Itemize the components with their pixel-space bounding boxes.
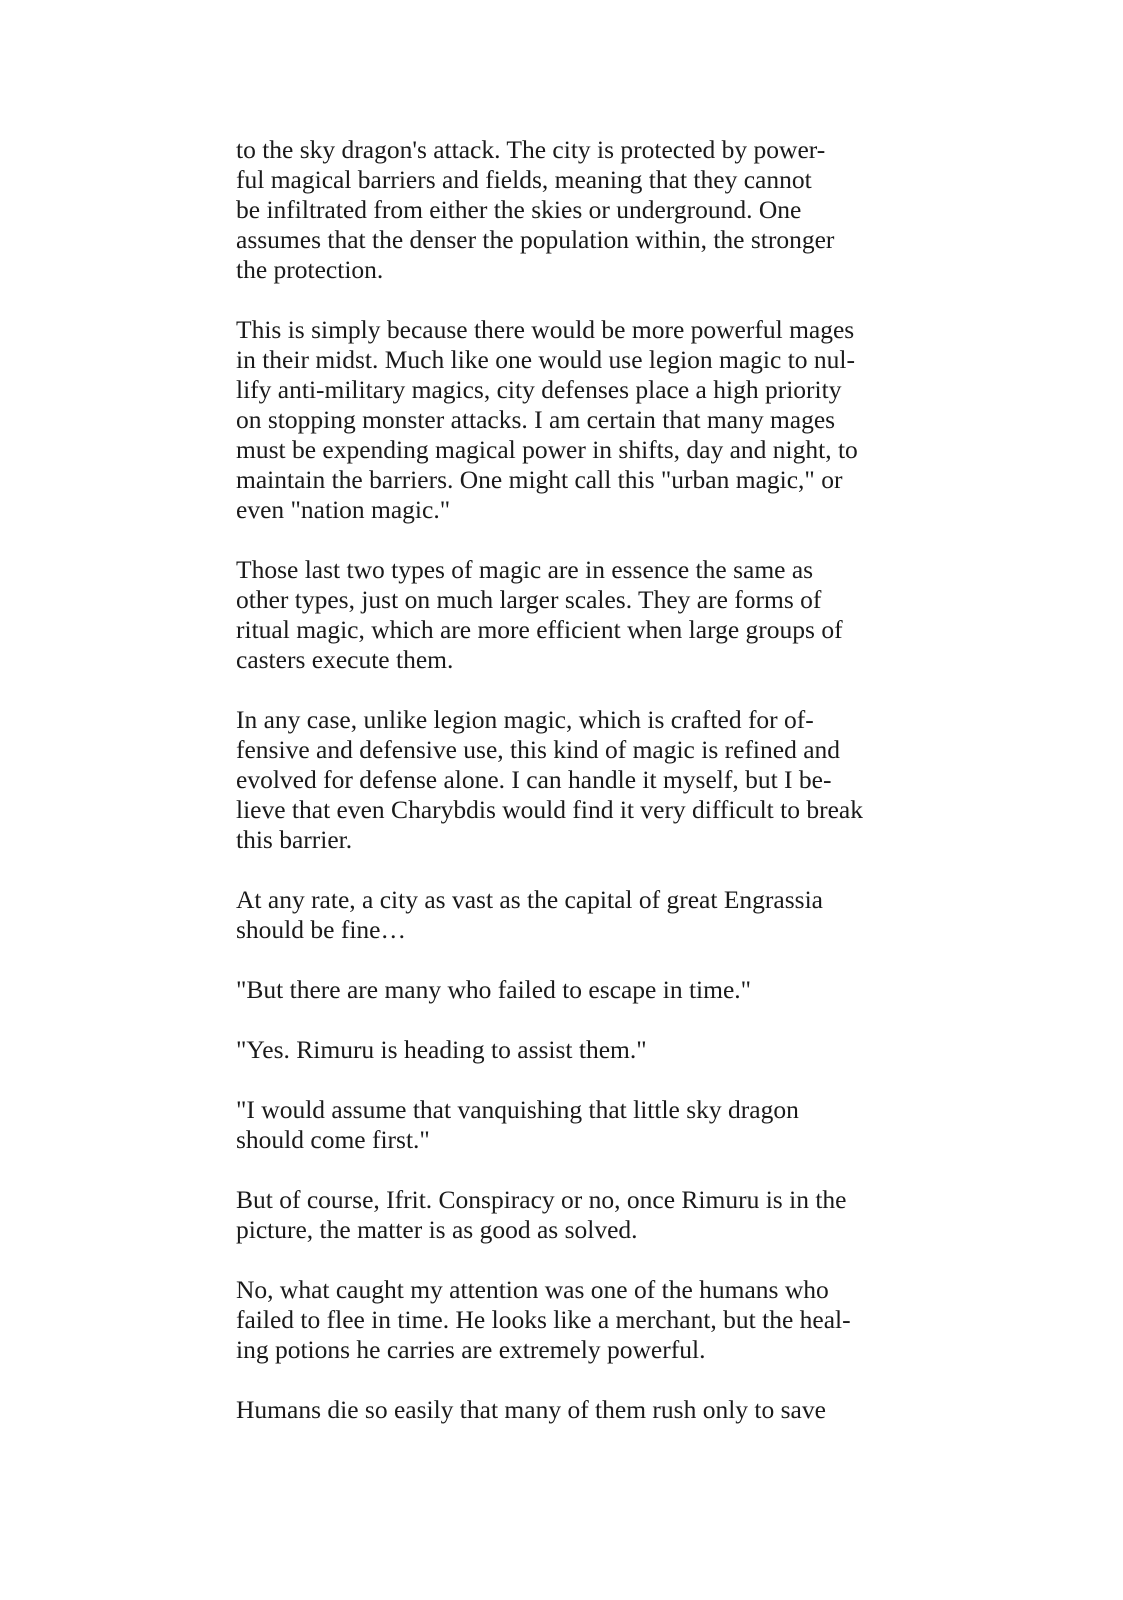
text-line: should come first." [236,1125,430,1154]
paragraph [236,1395,906,1425]
text-line: ing potions he carries are extremely powerful. [236,1335,706,1364]
text-line: on stopping monster attacks. I am certain that many mages [236,405,836,434]
text-line: fensive and defensive use, this kind of magic is refined and [236,735,841,764]
paragraph [236,315,906,525]
body-text [236,135,906,1455]
text-line: At any rate, a city as vast as the capital of great Engrassia [236,885,823,914]
paragraph [236,885,906,945]
text-line: lify anti-military magics, city defenses place a high priority [236,375,842,404]
paragraph [236,975,906,1005]
paragraph [236,1035,906,1065]
text-line: maintain the barriers. One might call this "urban magic," or [236,465,843,494]
text-line: should be fine… [236,915,406,944]
text-line: Humans die so easily that many of them rush only to save [236,1395,826,1424]
paragraph [236,705,906,855]
text-line: ritual magic, which are more efficient when large groups of [236,615,843,644]
text-line: be infiltrated from either the skies or underground. One [236,195,802,224]
text-line: casters execute them. [236,645,454,674]
paragraph [236,1275,906,1365]
text-line: assumes that the denser the population within, the stronger [236,225,835,254]
text-line: Those last two types of magic are in essence the same as [236,555,814,584]
text-line: In any case, unlike legion magic, which is crafted for of- [236,705,814,734]
text-line: this barrier. [236,825,353,854]
text-line: "But there are many who failed to escape in time." [236,975,752,1004]
paragraph [236,1095,906,1155]
paragraph [236,1185,906,1245]
paragraph [236,555,906,675]
text-line: must be expending magical power in shifts, day and night, to [236,435,858,464]
text-line: picture, the matter is as good as solved. [236,1215,638,1244]
text-line: evolved for defense alone. I can handle it myself, but I be- [236,765,832,794]
text-line: But of course, Ifrit. Conspiracy or no, once Rimuru is in the [236,1185,847,1214]
text-line: lieve that even Charybdis would find it very difficult to break [236,795,863,824]
text-line: failed to flee in time. He looks like a merchant, but the heal- [236,1305,851,1334]
text-line: ful magical barriers and fields, meaning that they cannot [236,165,812,194]
paragraph [236,135,906,285]
text-line: "I would assume that vanquishing that little sky dragon [236,1095,799,1124]
text-line: other types, just on much larger scales. They are forms of [236,585,822,614]
text-line: the protection. [236,255,384,284]
text-line: This is simply because there would be more powerful mages [236,315,855,344]
text-line: No, what caught my attention was one of the humans who [236,1275,829,1304]
text-line: even "nation magic." [236,495,451,524]
text-line: in their midst. Much like one would use legion magic to nul- [236,345,855,374]
text-line: "Yes. Rimuru is heading to assist them." [236,1035,647,1064]
text-line: to the sky dragon's attack. The city is protected by power- [236,135,826,164]
